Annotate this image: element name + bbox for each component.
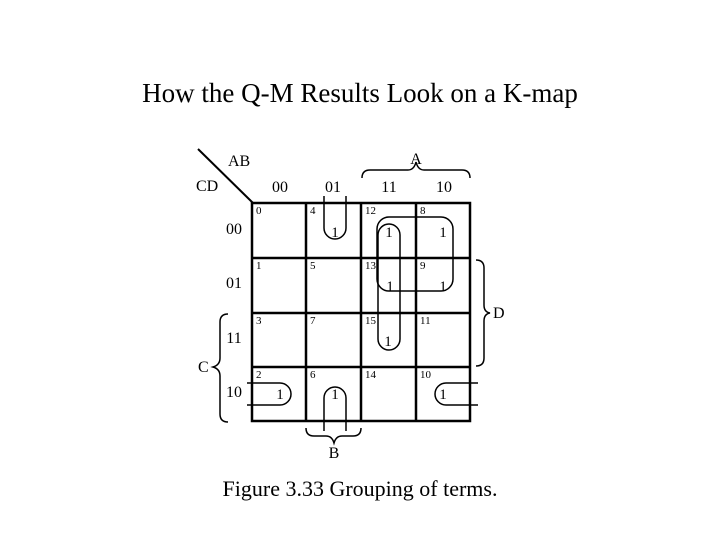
brace-label-c: C (198, 359, 209, 376)
brace-right-d (476, 260, 490, 366)
cell-index: 9 (420, 260, 426, 272)
brace-bottom-b (306, 428, 361, 443)
cell-value: 1 (439, 387, 447, 403)
cell-value: 1 (385, 225, 393, 241)
cell-index: 8 (420, 205, 426, 217)
row-header-11: 11 (226, 330, 242, 347)
col-header-11: 11 (381, 179, 397, 196)
col-header-00: 00 (272, 179, 288, 196)
row-header-00: 00 (226, 221, 242, 238)
corner-row-vars: CD (196, 178, 219, 195)
brace-label-b: B (328, 445, 340, 462)
cell-index: 13 (365, 260, 376, 272)
cell-index: 0 (256, 205, 262, 217)
cell-index: 4 (310, 205, 316, 217)
cell-index: 12 (365, 205, 376, 217)
cell-value: 1 (331, 387, 339, 403)
cell-value: 1 (276, 387, 284, 403)
slide-title: How the Q-M Results Look on a K-map (142, 78, 578, 108)
col-header-10: 10 (436, 179, 452, 196)
row-header-10: 10 (226, 384, 242, 401)
cell-index: 15 (365, 315, 376, 327)
cell-index: 5 (310, 260, 316, 272)
corner-col-vars: AB (228, 153, 251, 170)
cell-index: 6 (310, 369, 316, 381)
group-loop-m2 (247, 383, 291, 405)
cell-index: 1 (256, 260, 262, 272)
cell-value: 1 (439, 279, 447, 295)
figure-caption: Figure 3.33 Grouping of terms. (222, 476, 498, 501)
brace-label-d: D (493, 305, 505, 322)
cell-index: 10 (420, 369, 431, 381)
cell-value: 1 (439, 225, 447, 241)
cell-index: 2 (256, 369, 262, 381)
cell-value: 1 (386, 279, 394, 295)
cell-value: 1 (331, 225, 339, 241)
cell-index: 7 (310, 315, 316, 327)
cell-index: 11 (420, 315, 431, 327)
cell-index: 3 (256, 315, 262, 327)
col-header-01: 01 (325, 179, 341, 196)
cell-value: 1 (384, 334, 392, 350)
cell-index: 14 (365, 369, 376, 381)
brace-label-a: A (410, 151, 422, 168)
row-header-01: 01 (226, 275, 242, 292)
